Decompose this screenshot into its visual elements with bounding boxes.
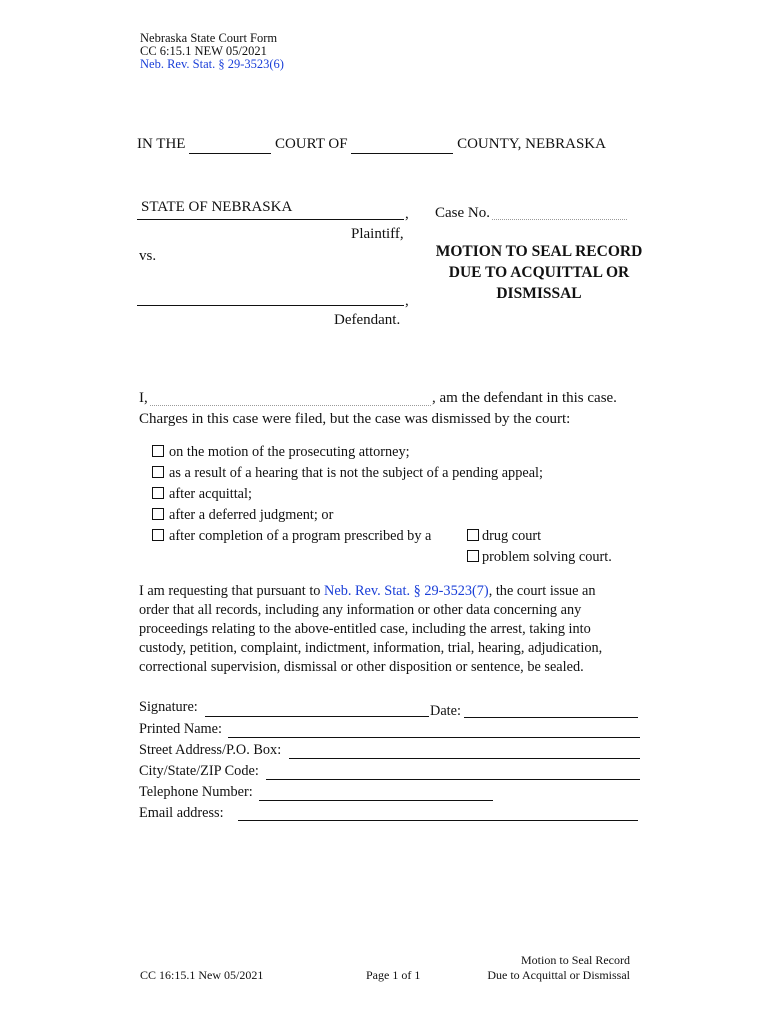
checkbox-program[interactable]: [152, 529, 164, 541]
checkbox-deferred-judgment[interactable]: [152, 508, 164, 520]
case-number-field[interactable]: [492, 219, 627, 220]
street-address-label: Street Address/P.O. Box:: [139, 742, 282, 758]
charges-statement: Charges in this case were filed, but the case was dismissed by the court:: [139, 411, 571, 427]
title-line-1: MOTION TO SEAL RECORD: [435, 243, 643, 260]
email-label: Email address:: [139, 805, 224, 821]
form-number-line: CC 6:15.1 NEW 05/2021: [140, 44, 267, 58]
vs-label: vs.: [139, 248, 157, 264]
street-address-field[interactable]: [289, 758, 640, 759]
statute-link-header[interactable]: Neb. Rev. Stat. § 29-3523(6): [140, 57, 284, 71]
title-line-3: DISMISSAL: [496, 285, 582, 302]
plaintiff-name: STATE OF NEBRASKA: [141, 199, 293, 215]
footer-title-line-1: Motion to Seal Record: [521, 953, 630, 967]
in-the-label: IN THE: [137, 136, 186, 152]
option-problem-solving-court: [467, 549, 612, 566]
form-source-line: Nebraska State Court Form: [140, 31, 278, 45]
defendant-label: Defendant.: [334, 312, 401, 328]
defendant-statement: , am the defendant in this case.: [432, 390, 617, 406]
option-label: on the motion of the prosecuting attorney;: [169, 444, 410, 460]
option-label: after a deferred judgment; or: [169, 507, 334, 523]
county-nebraska-label: COUNTY, NEBRASKA: [457, 136, 606, 152]
footer-title-line-2: Due to Acquittal or Dismissal: [487, 968, 630, 982]
option-label: after acquittal;: [169, 486, 252, 502]
court-name-blank[interactable]: [189, 136, 271, 154]
option-label: as a result of a hearing that is not the subject of a pending appeal;: [169, 465, 543, 481]
plaintiff-rule: [137, 219, 404, 220]
request-line-3: proceedings relating to the above-entitled case, including the arrest, taking into: [139, 621, 591, 637]
signature-label: Signature:: [139, 699, 198, 715]
option-label: drug court: [482, 528, 542, 544]
option-label: after completion of a program prescribed by a: [169, 528, 432, 544]
court-of-label: COURT OF: [274, 136, 348, 152]
footer-page-number: Page 1 of 1: [366, 968, 421, 982]
option-acquittal: [152, 486, 252, 503]
request-line-2: order that all records, including any information or other data concerning any: [139, 602, 582, 618]
option-deferred-judgment: [152, 507, 333, 524]
option-program: [152, 528, 431, 545]
checkbox-hearing[interactable]: [152, 466, 164, 478]
plaintiff-label: Plaintiff,: [351, 226, 404, 242]
footer-form-id: CC 16:15.1 New 05/2021: [140, 968, 264, 982]
checkbox-acquittal[interactable]: [152, 487, 164, 499]
statute-link-request[interactable]: Neb. Rev. Stat. § 29-3523(7): [324, 583, 489, 599]
defendant-name-blank[interactable]: [137, 305, 404, 306]
telephone-field[interactable]: [259, 800, 493, 801]
request-prefix: I am requesting that pursuant to: [139, 583, 325, 599]
request-line-1: [139, 583, 596, 600]
printed-name-field[interactable]: [228, 737, 640, 738]
option-prosecuting-attorney: [152, 444, 410, 461]
checkbox-drug-court[interactable]: [467, 529, 479, 541]
date-field[interactable]: [464, 717, 638, 718]
checkbox-prosecuting-attorney[interactable]: [152, 445, 164, 457]
email-field[interactable]: [238, 820, 638, 821]
checkbox-problem-solving-court[interactable]: [467, 550, 479, 562]
i-label: I,: [139, 390, 148, 406]
option-drug-court: [467, 528, 541, 545]
city-state-zip-field[interactable]: [266, 779, 640, 780]
request-line-4: custody, petition, complaint, indictment, information, trial, hearing, adjudication,: [139, 640, 603, 656]
option-label: problem solving court.: [482, 549, 612, 565]
signature-field[interactable]: [205, 716, 429, 717]
option-hearing: [152, 465, 543, 482]
city-state-zip-label: City/State/ZIP Code:: [139, 763, 259, 779]
court-line: [137, 136, 606, 154]
county-name-blank[interactable]: [351, 136, 453, 154]
request-line-5: correctional supervision, dismissal or other disposition or sentence, be sealed.: [139, 659, 584, 675]
plaintiff-comma: ,: [405, 206, 409, 222]
title-line-2: DUE TO ACQUITTAL OR: [448, 264, 630, 281]
date-label: Date:: [430, 703, 461, 719]
printed-name-label: Printed Name:: [139, 721, 222, 737]
defendant-name-field[interactable]: [150, 405, 431, 406]
request-suffix: , the court issue an: [488, 583, 596, 599]
case-number-label: Case No.: [435, 205, 490, 221]
telephone-label: Telephone Number:: [139, 784, 253, 800]
defendant-comma: ,: [405, 293, 409, 309]
